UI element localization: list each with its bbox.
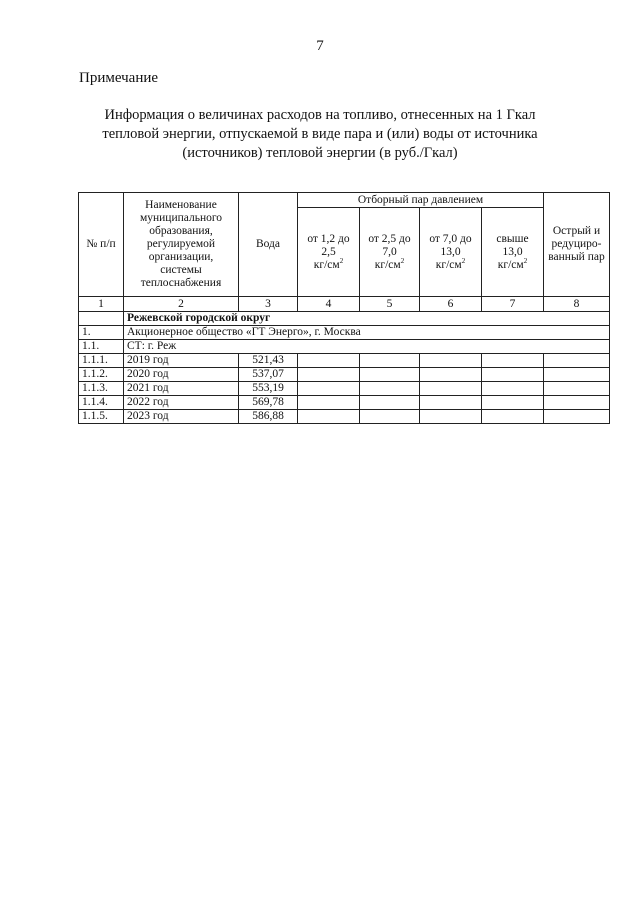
cell-empty — [420, 368, 482, 382]
row-name: 2020 год — [124, 368, 239, 382]
note-label: Примечание — [79, 70, 159, 86]
row-num: 1.1.2. — [79, 368, 124, 382]
cell-empty — [482, 354, 544, 368]
header-num: № п/п — [79, 193, 124, 297]
cell-empty — [360, 354, 420, 368]
cell-empty — [544, 382, 610, 396]
cell-empty — [360, 368, 420, 382]
organization-num: 1. — [79, 326, 124, 340]
row-name: 2023 год — [124, 410, 239, 424]
region-name: Режевской городской округ — [124, 312, 610, 326]
cell-empty — [79, 312, 124, 326]
cell-empty — [420, 354, 482, 368]
cell-empty — [298, 354, 360, 368]
system-num: 1.1. — [79, 340, 124, 354]
header-steam-3: от 7,0 до 13,0 $кг/см^2$ — [420, 208, 482, 297]
cell-empty — [360, 382, 420, 396]
cell-empty — [360, 396, 420, 410]
row-name: 2019 год — [124, 354, 239, 368]
row-water: 569,78 — [239, 396, 298, 410]
table-row — [79, 396, 610, 410]
header-steam-2: от 2,5 до 7,0 $кг/см^2$ — [360, 208, 420, 297]
cell-empty — [482, 410, 544, 424]
organization-name: Акционерное общество «ГТ Энерго», г. Москва — [124, 326, 610, 340]
column-number: 7 — [482, 297, 544, 312]
column-number: 6 — [420, 297, 482, 312]
column-number: 8 — [544, 297, 610, 312]
cell-empty — [482, 382, 544, 396]
row-num: 1.1.1. — [79, 354, 124, 368]
table-row — [79, 368, 610, 382]
page-number: 7 — [316, 38, 324, 54]
row-water: 553,19 — [239, 382, 298, 396]
header-steam-group: Отборный пар давлением — [298, 193, 544, 208]
cell-empty — [482, 396, 544, 410]
fuel-cost-table — [78, 192, 610, 424]
cell-empty — [420, 382, 482, 396]
region-row — [79, 312, 610, 326]
header-name: Наименование муниципального образования, регулируемой организации, системы теплоснабжения — [124, 193, 239, 297]
cell-empty — [298, 368, 360, 382]
cell-empty — [298, 410, 360, 424]
column-number: 5 — [360, 297, 420, 312]
row-num: 1.1.3. — [79, 382, 124, 396]
header-steam-1: от 1,2 до 2,5 $кг/см^2$ — [298, 208, 360, 297]
row-name: 2021 год — [124, 382, 239, 396]
cell-empty — [298, 382, 360, 396]
organization-row — [79, 326, 610, 340]
header-sharp-steam: Острый и редуциро-ванный пар — [544, 193, 610, 297]
cell-empty — [544, 410, 610, 424]
row-num: 1.1.5. — [79, 410, 124, 424]
system-row — [79, 340, 610, 354]
system-name: СТ: г. Реж — [124, 340, 610, 354]
column-number: 2 — [124, 297, 239, 312]
cell-empty — [544, 354, 610, 368]
table-row — [79, 382, 610, 396]
row-water: 537,07 — [239, 368, 298, 382]
row-num: 1.1.4. — [79, 396, 124, 410]
table-row — [79, 354, 610, 368]
cell-empty — [544, 368, 610, 382]
cell-empty — [420, 410, 482, 424]
row-name: 2022 год — [124, 396, 239, 410]
cell-empty — [298, 396, 360, 410]
header-water: Вода — [239, 193, 298, 297]
row-water: 586,88 — [239, 410, 298, 424]
cell-empty — [420, 396, 482, 410]
row-water: 521,43 — [239, 354, 298, 368]
table-row — [79, 410, 610, 424]
column-number: 3 — [239, 297, 298, 312]
cell-empty — [482, 368, 544, 382]
cell-empty — [544, 396, 610, 410]
document-title: Информация о величинах расходов на топливо, отнесенных на 1 Гкал тепловой энергии, отпускаемой в виде пара и (или) воды от источника (источников) тепловой энергии (в руб./Гкал) — [102, 107, 538, 161]
column-number: 4 — [298, 297, 360, 312]
column-number-row — [79, 297, 610, 312]
column-number: 1 — [79, 297, 124, 312]
cell-empty — [360, 410, 420, 424]
header-steam-4: свыше 13,0 $кг/см^2$ — [482, 208, 544, 297]
